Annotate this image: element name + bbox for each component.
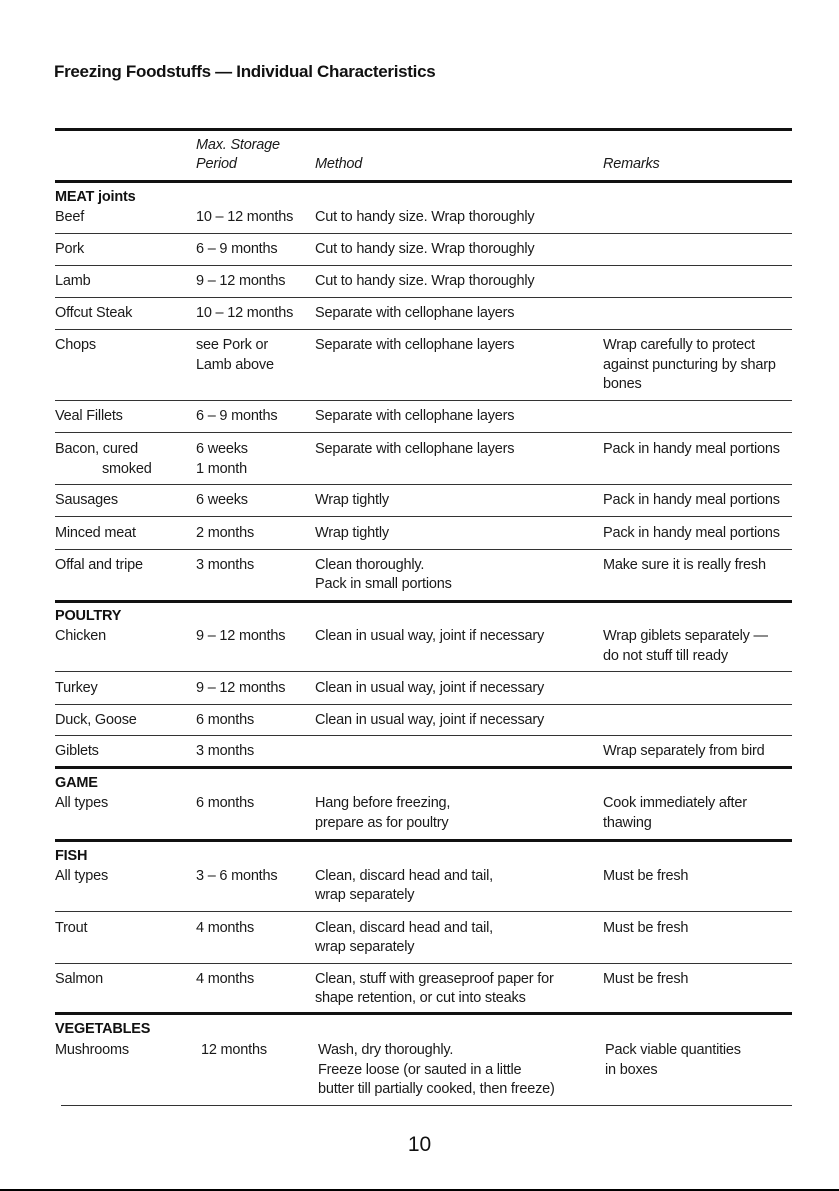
row-divider [55,329,792,330]
cell-remarks: Cook immediately after [603,795,747,811]
cell-period: 6 months [196,795,255,811]
cell-method: Cut to handy size. Wrap thoroughly [315,209,535,225]
header-remarks: Remarks [603,156,660,172]
cell-method: Cut to handy size. Wrap thoroughly [315,241,535,257]
cell-item: Pork [55,241,85,257]
cell-method: Separate with cellophane layers [315,305,515,321]
cell-item: Offal and tripe [55,557,143,573]
cell-item: Giblets [55,743,99,759]
cell-remarks: Pack in handy meal portions [603,525,780,541]
cell-remarks: Pack in handy meal portions [603,441,780,457]
cell-remarks: Wrap giblets separately — [603,628,768,644]
cell-period: 6 weeks [196,441,248,457]
cell-item: Mushrooms [55,1042,129,1058]
cell-method: Separate with cellophane layers [315,408,515,424]
cell-item: smoked [102,461,152,477]
cell-remarks: against puncturing by sharp [603,357,776,373]
cell-method: Separate with cellophane layers [315,337,515,353]
cell-method: wrap separately [315,887,415,903]
header-period-line1: Max. Storage [196,137,280,153]
cell-item: Duck, Goose [55,712,137,728]
cell-method: Wrap tightly [315,525,389,541]
row-divider [55,432,792,433]
cell-remarks: Wrap carefully to protect [603,337,755,353]
cell-period: 9 – 12 months [196,273,286,289]
header-period-line2: Period [196,156,237,172]
cell-period: 6 weeks [196,492,248,508]
row-divider [55,400,792,401]
cell-remarks: Pack viable quantities [605,1042,741,1058]
row-divider [55,484,792,485]
cell-period: 10 – 12 months [196,209,294,225]
cell-period: 1 month [196,461,247,477]
cell-item: Offcut Steak [55,305,133,321]
cell-remarks: Pack in handy meal portions [603,492,780,508]
cell-method: Clean, discard head and tail, [315,920,493,936]
cell-period: see Pork or [196,337,268,353]
cell-method: Clean in usual way, joint if necessary [315,628,545,644]
cell-method: Pack in small portions [315,576,452,592]
cell-period: 3 – 6 months [196,868,278,884]
row-divider [55,671,792,672]
cell-period: 4 months [196,920,255,936]
cell-period: 6 – 9 months [196,241,278,257]
section-rule [55,766,792,769]
cell-remarks: Must be fresh [603,971,689,987]
cell-period: 9 – 12 months [196,628,286,644]
cell-period: 2 months [196,525,255,541]
cell-method: Hang before freezing, [315,795,451,811]
cell-item: Turkey [55,680,98,696]
section-game: GAME [55,775,98,791]
cell-method: Clean in usual way, joint if necessary [315,712,545,728]
cell-period: 6 – 9 months [196,408,278,424]
row-divider [55,297,792,298]
row-divider [55,963,792,964]
cell-period: Lamb above [196,357,274,373]
table-top-rule [55,128,792,131]
cell-method: prepare as for poultry [315,815,449,831]
cell-item: All types [55,795,108,811]
row-divider [55,911,792,912]
cell-method: shape retention, or cut into steaks [315,990,526,1006]
cell-period: 3 months [196,743,255,759]
row-divider [55,549,792,550]
cell-method: Cut to handy size. Wrap thoroughly [315,273,535,289]
row-divider [55,516,792,517]
cell-remarks: bones [603,376,642,392]
cell-method: Clean in usual way, joint if necessary [315,680,545,696]
cell-method: wrap separately [315,939,415,955]
row-divider [55,233,792,234]
cell-period: 10 – 12 months [196,305,294,321]
table-bottom-rule [61,1105,792,1106]
row-divider [55,735,792,736]
cell-period: 6 months [196,712,255,728]
section-fish: FISH [55,848,88,864]
cell-item: Salmon [55,971,103,987]
section-rule [55,839,792,842]
cell-period: 4 months [196,971,255,987]
header-method: Method [315,156,363,172]
page-number: 10 [407,1133,432,1156]
cell-item: Sausages [55,492,118,508]
cell-method: Separate with cellophane layers [315,441,515,457]
cell-method: Clean thoroughly. [315,557,425,573]
row-divider [55,704,792,705]
cell-period: 12 months [201,1042,267,1058]
cell-item: All types [55,868,108,884]
section-vegetables: VEGETABLES [55,1021,151,1037]
cell-method: butter till partially cooked, then freeze) [318,1081,555,1097]
cell-item: Trout [55,920,88,936]
cell-item: Chicken [55,628,106,644]
header-rule [55,180,792,183]
cell-item: Veal Fillets [55,408,123,424]
cell-item: Lamb [55,273,91,289]
cell-item: Minced meat [55,525,136,541]
cell-item: Bacon, cured [55,441,139,457]
cell-remarks: Must be fresh [603,868,689,884]
cell-remarks: thawing [603,815,652,831]
cell-remarks: Must be fresh [603,920,689,936]
row-divider [55,265,792,266]
section-poultry: POULTRY [55,608,122,624]
section-rule [55,1012,792,1015]
cell-method: Wrap tightly [315,492,389,508]
section-meat: MEAT joints [55,189,136,205]
cell-remarks: Wrap separately from bird [603,743,765,759]
cell-remarks: in boxes [605,1062,658,1078]
cell-item: Chops [55,337,96,353]
cell-remarks: Make sure it is really fresh [603,557,766,573]
cell-method: Clean, stuff with greaseproof paper for [315,971,554,987]
cell-period: 9 – 12 months [196,680,286,696]
cell-item: Beef [55,209,85,225]
cell-method: Clean, discard head and tail, [315,868,493,884]
cell-remarks: do not stuff till ready [603,648,728,664]
section-rule [55,600,792,603]
cell-period: 3 months [196,557,255,573]
cell-method: Wash, dry thoroughly. [318,1042,454,1058]
cell-method: Freeze loose (or sauted in a little [318,1062,522,1078]
page-title: Freezing Foodstuffs — Individual Characteristics [54,62,436,81]
